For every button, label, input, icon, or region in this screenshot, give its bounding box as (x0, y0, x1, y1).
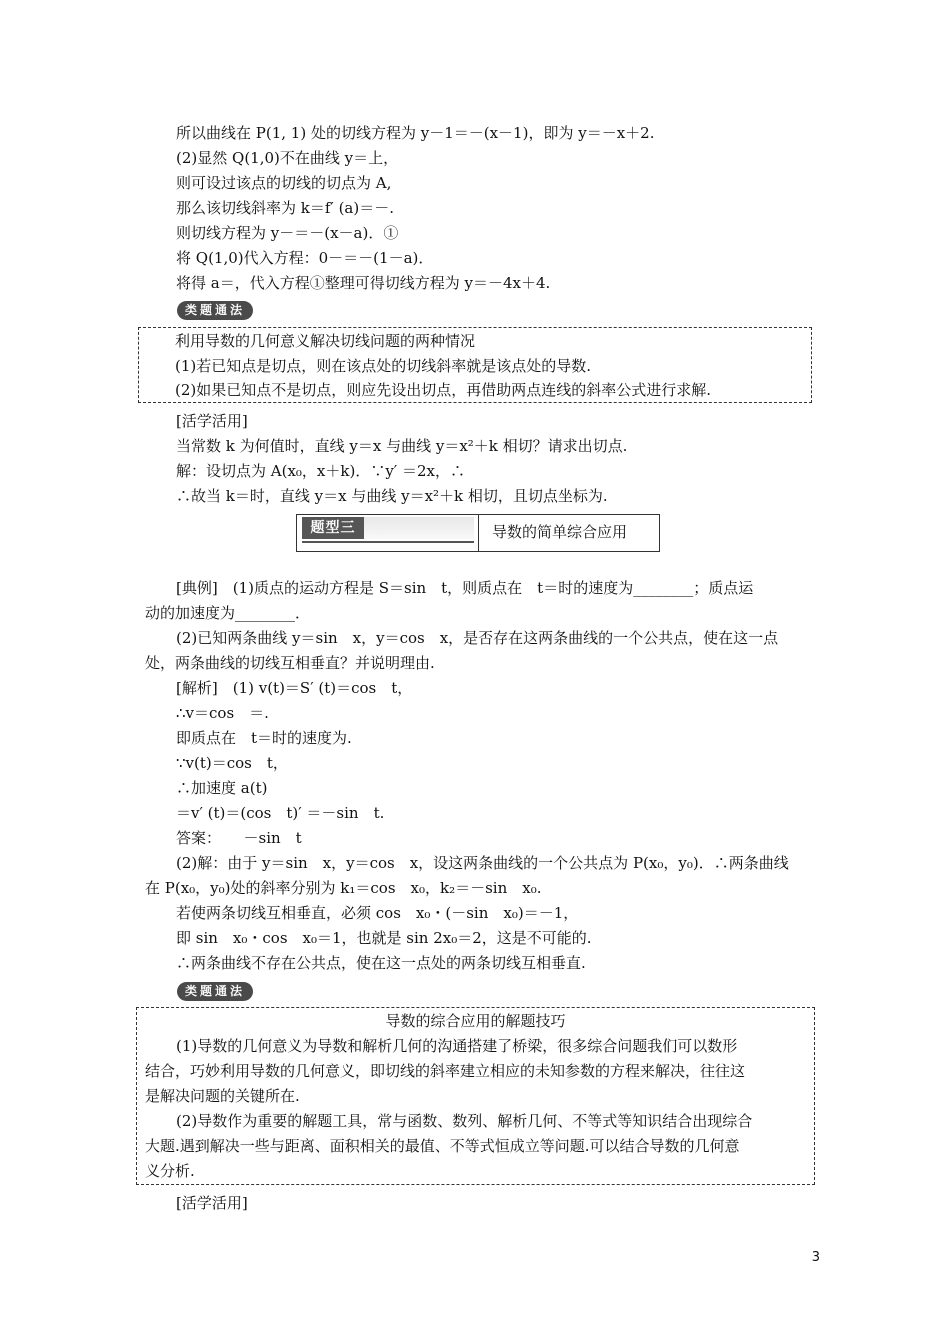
category-badge: 类题通法 (177, 982, 253, 1001)
text-line: ∴故当 k＝时，直线 y＝x 与曲线 y＝x²＋k 相切，且切点坐标为. (176, 487, 608, 505)
tip-box-title: 利用导数的几何意义解决切线问题的两种情况 (175, 332, 476, 350)
text-line: ∵v(t)＝cos t， (176, 754, 288, 772)
text-line: 在 P(x₀，y₀)处的斜率分别为 k₁＝cos x₀，k₂＝－sin x₀. (145, 879, 542, 897)
text-line: 动的加速度为________． (145, 604, 311, 622)
tip-box-text: 义分析. (145, 1162, 195, 1180)
text-line: 将得 a＝，代入方程①整理可得切线方程为 y＝－4x＋4. (176, 274, 551, 292)
text-line: [解析] (1) v(t)＝S′ (t)＝cos t， (176, 679, 413, 697)
tip-box-text: (2)导数作为重要的解题工具，常与函数、数列、解析几何、不等式等知识结合出现综合 (176, 1112, 753, 1130)
text-line: ∴加速度 a(t) (176, 779, 268, 797)
text-line: ∴v＝cos ＝. (176, 704, 269, 722)
tip-box-text: 是解决问题的关键所在. (145, 1087, 300, 1105)
text-line: (2)显然 Q(1,0)不在曲线 y＝上， (176, 149, 399, 167)
tip-box-text: 大题.遇到解决一些与距离、面积相关的最值、不等式恒成立等问题.可以结合导数的几何意 (145, 1137, 740, 1155)
text-line: (2)已知两条曲线 y＝sin x，y＝cos x，是否存在这两条曲线的一个公共点，使在这一点 (176, 629, 779, 647)
tip-box-text: (1)导数的几何意义为导数和解析几何的沟通搭建了桥梁，很多综合问题我们可以数形 (176, 1037, 738, 1055)
text-line: 则可设过该点的切线的切点为 A, (176, 174, 392, 192)
tip-box (136, 1007, 815, 1185)
text-line: 处，两条曲线的切线互相垂直？并说明理由. (145, 654, 435, 672)
page-number: 3 (811, 1250, 820, 1265)
tip-box (138, 327, 812, 403)
text-line: 解：设切点为 A(x₀，x＋k)．∵y′ ＝2x，∴ (176, 462, 465, 480)
practice-label: [活学活用] (176, 412, 248, 430)
tip-box-item: (2)如果已知点不是切点，则应先设出切点，再借助两点连线的斜率公式进行求解. (175, 381, 712, 399)
text-line: 当常数 k 为何值时，直线 y＝x 与曲线 y＝x²＋k 相切？请求出切点. (176, 437, 628, 455)
text-line: 则切线方程为 y－＝－(x－a)．① (176, 224, 399, 242)
tip-box-text: 结合，巧妙利用导数的几何意义，即切线的斜率建立相应的未知参数的方程来解决，往往这 (145, 1062, 746, 1080)
section-title: 导数的简单综合应用 (492, 523, 628, 541)
text-line: (2)解：由于 y＝sin x，y＝cos x，设这两条曲线的一个公共点为 P(x₀，y₀)．∴两条曲线 (176, 854, 789, 872)
text-line: 若使两条切线互相垂直，必须 cos x₀・(－sin x₀)＝－1， (176, 904, 579, 922)
text-line: 所以曲线在 P(1, 1) 处的切线方程为 y－1＝－(x－1)，即为 y＝－x＋2. (176, 124, 655, 142)
tip-box-item: (1)若已知点是切点，则在该点处的切线斜率就是该点处的导数. (175, 357, 592, 375)
text-line: ∴两条曲线不存在公共点，使在这一点处的两条切线互相垂直. (176, 954, 586, 972)
section-tag: 题型三 (302, 517, 364, 539)
tip-box-title: 导数的综合应用的解题技巧 (385, 1012, 566, 1030)
text-line: [典例] (1)质点的运动方程是 S＝sin t，则质点在 t＝时的速度为________；质点运 (176, 579, 754, 597)
category-badge: 类题通法 (177, 301, 253, 320)
text-line: 答案： －sin t (176, 829, 302, 847)
section-header (296, 514, 660, 552)
text-line: 即 sin x₀・cos x₀＝1，也就是 sin 2x₀＝2，这是不可能的. (176, 929, 592, 947)
text-line: 那么该切线斜率为 k＝f′ (a)＝－. (176, 199, 394, 217)
text-line: 即质点在 t＝时的速度为. (176, 729, 352, 747)
text-line: 将 Q(1,0)代入方程：0－＝－(1－a)． (176, 249, 434, 267)
practice-label: [活学活用] (176, 1194, 248, 1212)
text-line: ＝v′ (t)＝(cos t)′ ＝－sin t. (176, 804, 385, 822)
